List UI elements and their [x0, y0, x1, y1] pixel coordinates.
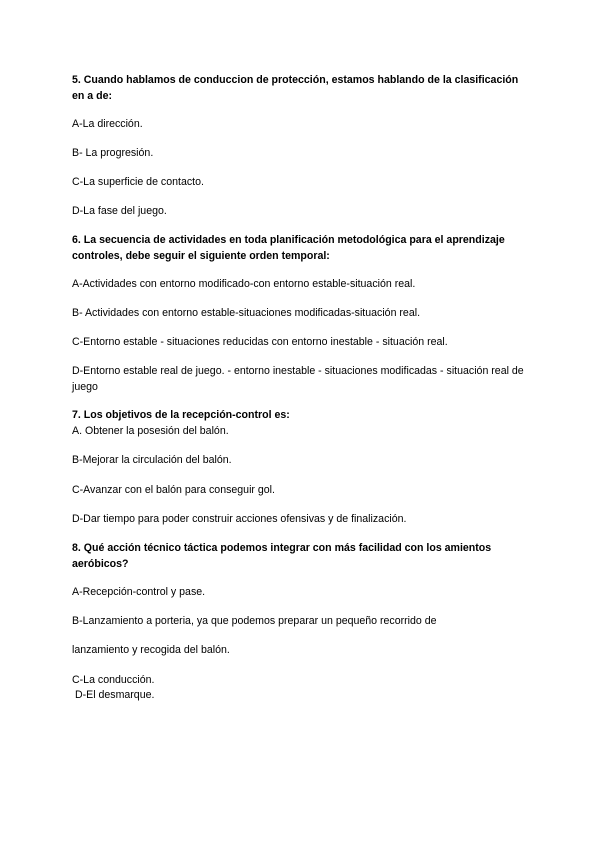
question-7: 7. Los objetivos de la recepción-control es: [72, 409, 290, 421]
q6-option-c: C-Entorno estable - situaciones reducidas con entorno inestable - situación real. [72, 336, 448, 348]
q8-option-c: C-La conducción. [72, 674, 155, 686]
q7-option-c: C-Avanzar con el balón para conseguir gol. [72, 484, 275, 496]
q7-option-a: A. Obtener la posesión del balón. [72, 425, 229, 437]
q8-option-b: B-Lanzamiento a porteria, ya que podemos preparar un pequeño recorrido de [72, 615, 437, 627]
question-5: 5. Cuando hablamos de conduccion de protección, estamos hablando de la clasificación en a de: [72, 74, 519, 102]
q8-option-b-continued: lanzamiento y recogida del balón. [72, 644, 230, 656]
question-6: 6. La secuencia de actividades en toda planificación metodológica para el aprendizaje controles, debe seguir el siguiente orden temporal: [72, 234, 505, 262]
q5-option-a: A-La dirección. [72, 118, 143, 130]
q5-option-c: C-La superficie de contacto. [72, 176, 204, 188]
q8-option-a: A-Recepción-control y pase. [72, 586, 206, 598]
q7-option-b: B-Mejorar la circulación del balón. [72, 454, 232, 466]
q6-option-a: A-Actividades con entorno modificado-con entorno estable-situación real. [72, 278, 416, 290]
q6-option-d: D-Entorno estable real de juego. - entorno inestable - situaciones modificadas - situación real de juego [72, 365, 524, 393]
q6-option-b: B- Actividades con entorno estable-situaciones modificadas-situación real. [72, 307, 421, 319]
question-8: 8. Qué acción técnico táctica podemos integrar con más facilidad con los amientos aeróbicos? [72, 542, 492, 570]
q7-option-d: D-Dar tiempo para poder construir acciones ofensivas y de finalización. [72, 513, 407, 525]
q5-option-d: D-La fase del juego. [72, 205, 167, 217]
q5-option-b: B- La progresión. [72, 147, 154, 159]
q8-option-d: D-El desmarque. [72, 689, 155, 701]
